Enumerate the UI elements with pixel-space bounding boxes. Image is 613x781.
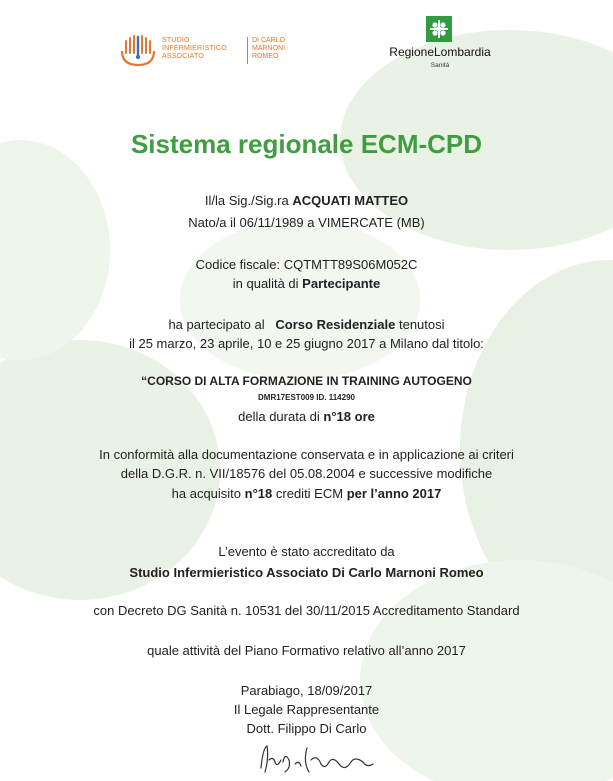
studio-logo-text: STUDIO INFERMIERISTICO ASSOCIATO: [162, 37, 227, 61]
conformity-line-2: della D.G.R. n. VII/18576 del 05.08.2004 e successive modifiche: [120, 466, 493, 481]
accreditation-intro: L’evento è stato accreditato da: [218, 544, 395, 559]
course-duration-line: della durata di n°18 ore: [238, 409, 375, 424]
page-title: Sistema regionale ECM-CPD: [130, 129, 483, 159]
regione-lombardia-name: RegioneLombardia: [389, 45, 491, 59]
plan-line: quale attività del Piano Formativo relativo all’anno 2017: [147, 643, 466, 658]
provider-name: Studio Infermieristico Associato Di Carlo Marnoni Romeo: [129, 565, 484, 580]
role-value: Partecipante: [302, 276, 381, 291]
participant-line: Il/la Sig./Sig.ra ACQUATI MATTEO: [204, 193, 409, 208]
fiscal-code-line: Codice fiscale: CQTMTT89S06M052C: [195, 257, 418, 272]
signature-image: [255, 738, 385, 778]
decree-line: con Decreto DG Sanità n. 10531 del 30/11/2015 Accreditamento Standard: [93, 603, 520, 618]
regione-lombardia-sub: Sanità: [430, 62, 450, 69]
role-line: in qualità di Partecipante: [232, 276, 381, 291]
course-dates-line: il 25 marzo, 23 aprile, 10 e 25 giugno 2017 a Milano dal titolo:: [129, 336, 484, 351]
studio-logo: [118, 33, 293, 69]
regione-lombardia-icon: [426, 16, 452, 42]
course-intro-line: ha partecipato al Corso Residenziale tenutosi: [168, 317, 445, 332]
credits-line: ha acquisito n°18 crediti ECM per l’anno 2017: [171, 486, 442, 501]
birth-line: Nato/a il 06/11/1989 a VIMERCATE (MB): [188, 215, 425, 230]
studio-logo-mark-icon: [118, 33, 158, 69]
place-date: Parabiago, 18/09/2017: [240, 683, 373, 698]
legal-representative-label: Il Legale Rappresentante: [233, 702, 380, 717]
conformity-line-1: In conformità alla documentazione conservata e in applicazione ai criteri: [99, 447, 514, 462]
studio-logo-divider: [247, 37, 248, 64]
regione-lombardia-logo: [385, 15, 495, 70]
course-code: DMR17EST009 ID. 114290: [258, 393, 355, 402]
signer-name: Dott. Filippo Di Carlo: [246, 721, 367, 736]
credits-year: per l’anno 2017: [346, 486, 442, 501]
studio-logo-names: DI CARLO MARNONI ROMEO: [252, 37, 286, 61]
participant-name: ACQUATI MATTEO: [292, 193, 409, 208]
credits-value: n°18: [244, 486, 273, 501]
course-type: Corso Residenziale: [275, 317, 396, 332]
course-duration: n°18 ore: [323, 409, 375, 424]
course-title: “CORSO DI ALTA FORMAZIONE IN TRAINING AUTOGENO: [141, 374, 472, 388]
